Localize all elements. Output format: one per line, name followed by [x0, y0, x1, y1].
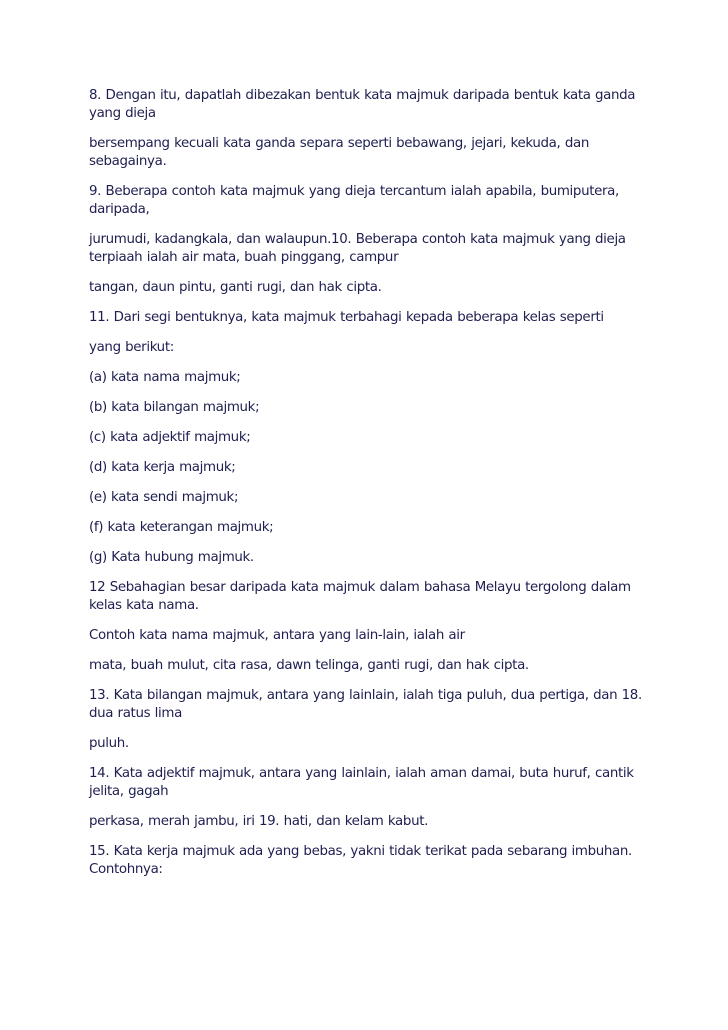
- paragraph-9-10: jurumudi, kadangkala, dan walaupun.10. Beberapa contoh kata majmuk yang dieja terpiaah ialah air mata, buah pinggang, campur: [89, 232, 631, 265]
- paragraph-8: 8. Dengan itu, dapatlah dibezakan bentuk kata majmuk daripada bentuk kata ganda yang dieja: [89, 88, 640, 121]
- list-item-d: (d) kata kerja majmuk;: [89, 460, 236, 475]
- paragraph-12-example: Contoh kata nama majmuk, antara yang lain-lain, ialah air: [89, 628, 465, 643]
- paragraph-8-continued: bersempang kecuali kata ganda separa seperti bebawang, jejari, kekuda, dan sebagainya.: [89, 136, 594, 169]
- list-item-f: (f) kata keterangan majmuk;: [89, 520, 274, 535]
- paragraph-14-continued: perkasa, merah jambu, iri 19. hati, dan kelam kabut.: [89, 814, 429, 829]
- paragraph-15: 15. Kata kerja majmuk ada yang bebas, yakni tidak terikat pada sebarang imbuhan. Contohnya:: [89, 844, 637, 877]
- paragraph-9: 9. Beberapa contoh kata majmuk yang dieja tercantum ialah apabila, bumiputera, daripada,: [89, 184, 624, 217]
- list-item-b: (b) kata bilangan majmuk;: [89, 400, 260, 415]
- paragraph-12: 12 Sebahagian besar daripada kata majmuk dalam bahasa Melayu tergolong dalam kelas kata nama.: [89, 580, 636, 613]
- paragraph-11: 11. Dari segi bentuknya, kata majmuk terbahagi kepada beberapa kelas seperti: [89, 310, 604, 325]
- list-item-c: (c) kata adjektif majmuk;: [89, 430, 251, 445]
- list-item-g: (g) Kata hubung majmuk.: [89, 550, 254, 565]
- paragraph-11-continued: yang berikut:: [89, 340, 174, 355]
- paragraph-13-continued: puluh.: [89, 736, 129, 751]
- paragraph-13: 13. Kata bilangan majmuk, antara yang lainlain, ialah tiga puluh, dua pertiga, dan 18. dua ratus lima: [89, 688, 647, 721]
- paragraph-12-continued: mata, buah mulut, cita rasa, dawn telinga, ganti rugi, dan hak cipta.: [89, 658, 529, 673]
- list-item-a: (a) kata nama majmuk;: [89, 370, 241, 385]
- paragraph-10-continued: tangan, daun pintu, ganti rugi, dan hak cipta.: [89, 280, 382, 295]
- paragraph-14: 14. Kata adjektif majmuk, antara yang lainlain, ialah aman damai, buta huruf, cantik jelita, gagah: [89, 766, 639, 799]
- list-item-e: (e) kata sendi majmuk;: [89, 490, 239, 505]
- document-body: [89, 87, 649, 891]
